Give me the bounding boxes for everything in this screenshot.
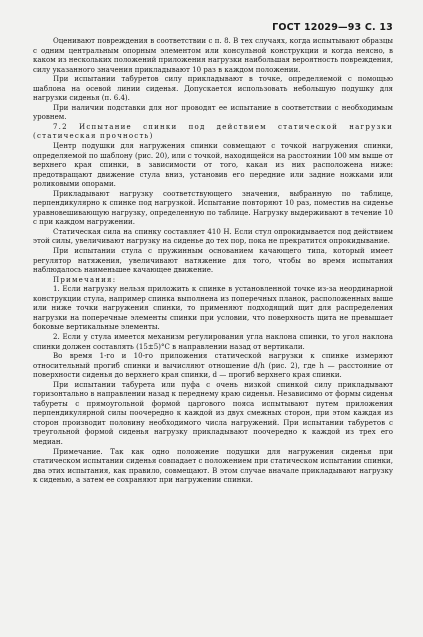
note-2: 2. Если у стула имеется механизм регулирования угла наклона спинки, то угол наклона спинки должен составлять (15±5)°С в направлении назад от вертикали. [33,331,393,351]
paragraph-spring-base: При испытании стула с пружинным основанием качающего типа, который имеет регулятор натяжения, увеличивают натяжение для того, чтобы во время испытания наблюдалось наименьшее качающее движение. [33,246,393,275]
note-combined-test: Примечание. Так как одно положение подушки для нагружения сиденья при статическом испытании сиденья совпадает с положением при статическом испытании спинки, два этих испытания, как правило, совмещают. В этом случае вначале прикладывают нагрузку к сиденью, а затем ее сохраняют при нагружении спинки. [33,446,393,485]
paragraph-static-force: Статическая сила на спинку составляет 410 Н. Если стул опрокидывается под действием этой силы, увеличивают нагрузку на сиденье до тех пор, пока не прекратится опрокидывание. [33,226,393,246]
paragraph-back-cushion: Центр подушки для нагружения спинки совмещают с точкой нагружения спинки, определяемой по шаблону (рис. 20), или с точкой, находящейся на расстоянии 100 мм выше от верхнего края спинки, в зависимости от того, какая из них расположена ниже: предотвращают движение стула вниз, установив его передние или задние ножками или роликовыми опорами. [33,141,393,189]
document-body [33,36,393,485]
page-header: ГОСТ 12029—93 С. 13 [272,22,393,33]
notes-heading: Примечания: [53,274,117,284]
paragraph-stool-testing: При испытании табуретов силу прикладывают в точке, определяемой с помощью шаблона на осевой линии сиденья. Допускается использовать небольшую подушку для нагрузки сиденья (п. 6.4). [33,74,393,103]
section-heading-7-2: 7.2 Испытание спинки под действием статической нагрузки (статическая прочность) [33,121,393,141]
paragraph-apply-load: Прикладывают нагрузку соответствующего значения, выбранную по таблице, перпендикулярно к спинке под нагрузкой. Испытание повторяют 10 раз, поместив на сиденье уравновешивающую нагрузку, определенную по таблице. Нагрузку выдерживают в течение 10 с при каждом нагружении. [33,188,393,227]
note-1: 1. Если нагрузку нельзя приложить к спинке в установленной точке из-за неординарной конструкции стула, например спинка выполнена из поперечных планок, расположенных выше или ниже точки нагружения спинки, то применяют подходящий щит для распределения нагрузки на поперечные элементы спинки при условии, что поверхность щита не превышает боковые вертикальные элементы. [33,284,393,332]
paragraph-damage-assessment: Оценивают повреждения в соответствии с п. 8. В тех случаях, когда испытывают образцы с одним центральным опорным элементом или консульной конструкции и когда неясно, в каком из нескольких положений приложения нагрузки наибольшая вероятность повреждения, силу указанного значения прикладывают 10 раз в каждом положении. [33,36,393,74]
paragraph-footrest: При наличии подставки для ног проводят ее испытание в соответствии с необходимым уровнем. [33,102,393,122]
paragraph-low-back-stool: При испытании табурета или пуфа с очень низкой спинкой силу прикладывают горизонтально в направлении назад к переднему краю сиденья. Независимо от формы сиденья табуреты с прямоугольной формой царгового пояса испытывают путем приложения перпендикулярной силы поочередно к каждой из двух смежных сторон, при этом каждая из сторон производит половину необходимого числа нагружений. При испытании табуретов с треугольной формой сиденья нагрузку прикладывают поочередно к каждой из трех его медиан. [33,379,393,446]
paragraph-deflection: Во время 1-го и 10-го приложения статической нагрузки к спинке измеряют относительный прогиб спинки и вычисляют отношение d/h (рис. 2), где h — расстояние от поверхности сиденья до верхнего края спинки, d — прогиб верхнего края спинки. [33,351,393,380]
